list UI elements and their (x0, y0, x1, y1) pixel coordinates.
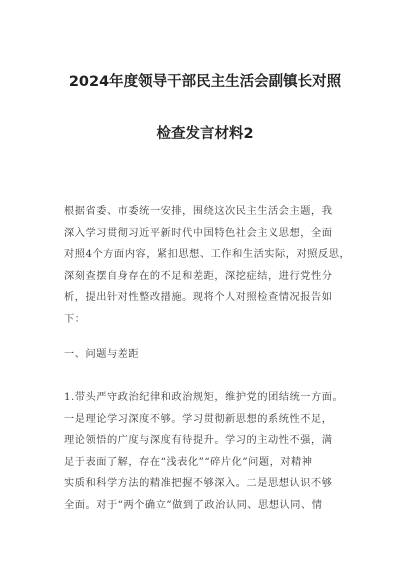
item-1-line: 足于表面了解，存在“浅表化”“碎片化”问题，对精神 (64, 456, 313, 468)
item-1-line: 1.带头严守政治纪律和政治规矩，维护党的团结统一方面。 (64, 392, 344, 403)
intro-line: 析，提出针对性整改措施。现将个人对照检查情况报告如 (64, 292, 333, 303)
item-1-line: 实质和科学方法的精准把握不够深入。二是思想认识不够 (64, 478, 333, 489)
item-1-line: 全面。对于“两个确立”做到了政治认同、思想认同、情 (64, 499, 323, 511)
item-1-paragraph (64, 387, 354, 516)
intro-line: 下： (64, 313, 86, 325)
intro-line: 根据省委、市委统一安排，围绕这次民主生活会主题，我 (64, 206, 333, 217)
document-title-line-2: 检查发言材料2 (156, 126, 254, 142)
intro-line: 深刻查摆自身存在的不足和差距，深挖症结，进行党性分 (64, 270, 333, 282)
intro-paragraph (64, 201, 354, 330)
section-heading: 一、问题与差距 (64, 349, 140, 360)
document-title-line-1: 2024年度领导干部民主生活会副镇长对照 (68, 74, 342, 90)
intro-line: 对照4个方面内容，紧扣思想、工作和生活实际，对照反思， (64, 249, 351, 260)
item-1-line: 理论领悟的广度与深度有待提升。学习的主动性不强，满 (64, 435, 333, 446)
item-1-line: 一是理论学习深度不够。学习贯彻新思想的系统性不足， (64, 413, 333, 425)
intro-line: 深入学习贯彻习近平新时代中国特色社会主义思想，全面 (64, 227, 333, 239)
